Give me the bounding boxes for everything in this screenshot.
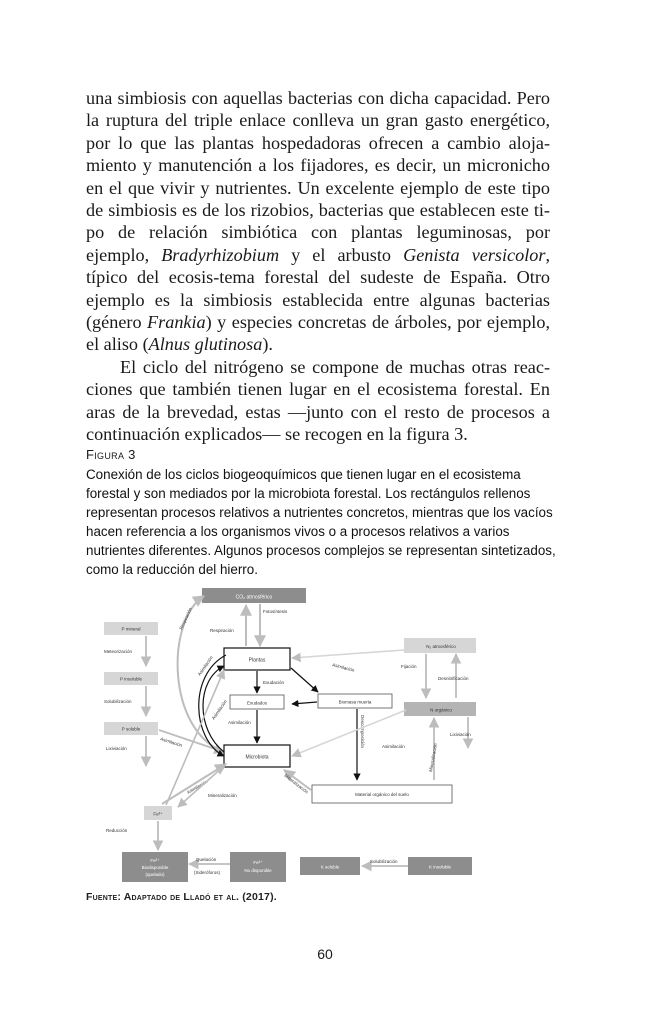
respiracion-label: Respiración	[210, 628, 234, 633]
ksolubilizacion-label: Solubilización	[370, 859, 398, 864]
source-authors: Lladó et al.	[183, 891, 240, 903]
asimilacion-ex-label: Asimilación	[228, 720, 251, 725]
species-bradyrhizobium: Bradyrhizobium	[161, 244, 280, 265]
n2-label: N₂ atmosférico	[426, 644, 456, 649]
lixiviacion-p-label: Lixiviación	[106, 746, 127, 751]
meteorizacion-label: Meteorización	[104, 649, 133, 654]
mineralizacion-2-label: Mineralización	[208, 793, 237, 798]
asimilacion-p-label: Asimilación	[159, 736, 183, 748]
quelacion-label: Quelación	[196, 857, 217, 862]
materia-label: Material orgánico del suelo	[355, 792, 409, 797]
figure-source: Fuente: Adaptado de Lladó et al. (2017).	[86, 891, 277, 903]
fe-nodisp-box	[230, 852, 286, 882]
plantas-label: Plantas	[248, 657, 266, 664]
sideroforos-label: (Sideróforos)	[194, 870, 221, 875]
fe-bio-label: Fe²⁺	[150, 858, 160, 863]
mineralizacion-n-label: Mineralización	[428, 742, 438, 773]
fotosintesis-label: Fotosíntesis	[263, 609, 288, 614]
lixiviacion-n-label: Lixiviación	[450, 732, 471, 737]
fe3-label: Fe³⁺	[153, 811, 163, 817]
desnitrificacion-label: Desnitrificación	[438, 676, 469, 681]
descomposicion-label: Descomposición	[360, 715, 365, 749]
pinsoluble-label: P insoluble	[120, 676, 142, 682]
species-alnus: Alnus glutinosa	[148, 334, 263, 355]
figure-caption: Conexión de los ciclos biogeoquímicos que tienen lugar en el ecosistema forestal y son mediados por la microbiota forestal. Los rectángulos rellenos representan procesos relativos a nutrientes concretos, mientras que los vacíos hacen referencia a los organismos vivos o a procesos relativos a varios nutrientes diferentes. Algunos procesos complejos se representan sintetizados, como la reducción del hierro.	[86, 467, 556, 577]
exudacion-label: Exudación	[263, 680, 285, 685]
fe-nodisp-label: Fe²⁺	[253, 860, 263, 865]
fe-nodisp-label-2: No disponible	[244, 868, 272, 873]
fe-bio-label-2: Biodisponible	[141, 865, 169, 870]
asimilacion-1-label: Asimilación	[196, 655, 214, 677]
co2-label: CO₂ atmosférico	[235, 594, 273, 601]
kinsoluble-label: K insoluble	[428, 864, 452, 870]
biomasa-label: Biomasa muerta	[338, 699, 372, 705]
mineralizacion-1-label: Mineralización	[283, 772, 310, 795]
body-text	[86, 87, 550, 446]
respiracion-arc-label: Respiración	[178, 606, 193, 631]
solubilizacion-label: Solubilización	[104, 699, 132, 704]
asimilacion-4-label: Asimilación	[331, 662, 356, 673]
pmineral-label: P mineral	[121, 626, 141, 632]
paragraph-1: una simbiosis con aquellas bacterias con dicha capacidad. Pero la ruptura del triple enlace conlleva un gran gasto energético, por lo que las plantas hospedadoras ofrecen a cambio aloja-miento y manutención a los fijadores, es decir, un micronicho en el que vivir y nutrientes. Un excelente ejemplo de este tipo de simbiosis es de los rizobios, bacterias que establecen este ti-po de relación simbiótica con plantas leguminosas, por ejemplo, Bradyrhizobium y el arbusto Genista versicolor, típico del ecosis-tema forestal del sudeste de España. Otro ejemplo es la simbiosis establecida entre algunas bacterias (género Frankia) y especies concretas de árboles, por ejemplo, el aliso (Alnus glutinosa).	[86, 88, 550, 355]
microbiota-label: Microbiota	[245, 754, 269, 761]
reduccion-label: Reducción	[106, 828, 128, 833]
biogeochemical-cycle-diagram	[96, 580, 476, 885]
ksoluble-label: K soluble	[320, 864, 340, 870]
fijacion-label: Fijación	[401, 664, 417, 669]
species-genista: Genista versicolor	[403, 244, 546, 265]
asimilacion-7-label: Asimilación	[186, 779, 209, 795]
norganico-label: N orgánico	[430, 707, 452, 713]
asimilacion-6-label: Asimilación	[382, 744, 405, 749]
figure-label: Figura 3	[86, 447, 136, 462]
page-number: 60	[317, 946, 333, 962]
exudados-label: Exudados	[246, 700, 268, 706]
psoluble-label: P soluble	[121, 726, 141, 732]
paragraph-2: El ciclo del nitrógeno se compone de muchas otras reac-ciones que también tienen lugar en el ecosistema forestal. En aras de la brevedad, estas —junto con el resto de procesos a continuación explicados— se recogen en la figura 3.	[86, 356, 550, 445]
fe-bio-label-3: (quelado)	[145, 872, 165, 877]
asimilacion-3-label: Asimilación	[210, 699, 228, 721]
genus-frankia: Frankia	[147, 312, 206, 333]
